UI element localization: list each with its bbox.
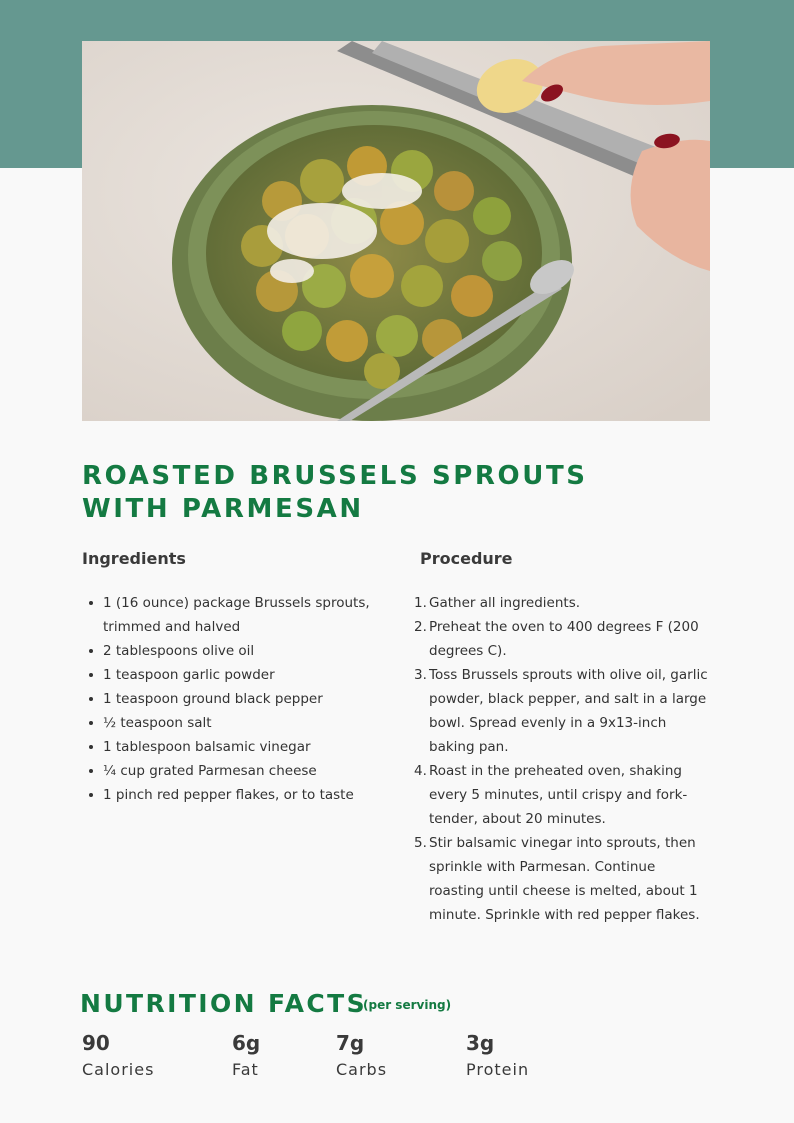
procedure-step-text: Gather all ingredients. bbox=[429, 595, 581, 611]
ingredient-item: ½ teaspoon salt bbox=[86, 711, 386, 735]
procedure-step-text: Roast in the preheated oven, shaking every 5 minutes, until crispy and fork-tender, about 20 minutes. bbox=[429, 763, 688, 827]
ingredient-item: 1 (16 ounce) package Brussels sprouts, trimmed and halved bbox=[86, 591, 386, 639]
nutrition-fact-fat bbox=[232, 1030, 260, 1079]
nutrition-label: Protein bbox=[466, 1060, 530, 1079]
procedure-step: 4. Roast in the preheated oven, shaking every 5 minutes, until crispy and fork-tender, about 20 minutes. bbox=[414, 763, 688, 827]
nutrition-label: Fat bbox=[232, 1060, 259, 1079]
procedure-step-text: Preheat the oven to 400 degrees F (200 degrees C). bbox=[429, 619, 699, 659]
ingredient-item: 1 tablespoon balsamic vinegar bbox=[86, 735, 386, 759]
ingredient-item: 1 pinch red pepper flakes, or to taste bbox=[86, 783, 386, 807]
nutrition-subtitle: (per serving) bbox=[363, 998, 452, 1012]
nutrition-fact-calories bbox=[82, 1030, 154, 1079]
nutrition-label: Carbs bbox=[336, 1060, 388, 1079]
ingredient-item: 1 teaspoon garlic powder bbox=[86, 663, 386, 687]
ingredients-heading: Ingredients bbox=[82, 549, 186, 568]
procedure-list bbox=[414, 591, 714, 927]
procedure-step: 2. Preheat the oven to 400 degrees F (200 degrees C). bbox=[414, 619, 699, 659]
ingredient-item: ¼ cup grated Parmesan cheese bbox=[86, 759, 386, 783]
procedure-step: 1. Gather all ingredients. bbox=[414, 595, 581, 611]
procedure-heading: Procedure bbox=[420, 549, 513, 568]
ingredient-item: 2 tablespoons olive oil bbox=[86, 639, 386, 663]
recipe-title: ROASTED BRUSSELS SPROUTS WITH PARMESAN bbox=[82, 461, 588, 524]
nutrition-title: NUTRITION FACTS bbox=[80, 989, 368, 1018]
nutrition-value: 3g bbox=[466, 1031, 495, 1055]
procedure-step-text: Stir balsamic vinegar into sprouts, then sprinkle with Parmesan. Continue roasting until cheese is melted, about 1 minute. Sprinkle with red pepper flakes. bbox=[429, 835, 700, 923]
ingredient-item: 1 teaspoon ground black pepper bbox=[86, 687, 386, 711]
ingredients-list bbox=[86, 591, 386, 807]
procedure-step-text: Toss Brussels sprouts with olive oil, garlic powder, black pepper, and salt in a large bowl. Spread evenly in a 9x13-inch baking pan. bbox=[429, 667, 708, 755]
recipe-photo bbox=[82, 41, 710, 421]
nutrition-label: Calories bbox=[82, 1060, 155, 1079]
nutrition-value: 90 bbox=[82, 1031, 110, 1055]
procedure-step: 3. Toss Brussels sprouts with olive oil, garlic powder, black pepper, and salt in a large bowl. Spread evenly in a 9x13-inch baking pan. bbox=[414, 667, 708, 755]
procedure-step: 5. Stir balsamic vinegar into sprouts, then sprinkle with Parmesan. Continue roasting until cheese is melted, about 1 minute. Sprinkle with red pepper flakes. bbox=[414, 835, 700, 923]
nutrition-value: 7g bbox=[336, 1031, 365, 1055]
nutrition-value: 6g bbox=[232, 1031, 261, 1055]
nutrition-fact-carbs bbox=[336, 1030, 387, 1079]
nutrition-fact-protein bbox=[466, 1030, 529, 1079]
